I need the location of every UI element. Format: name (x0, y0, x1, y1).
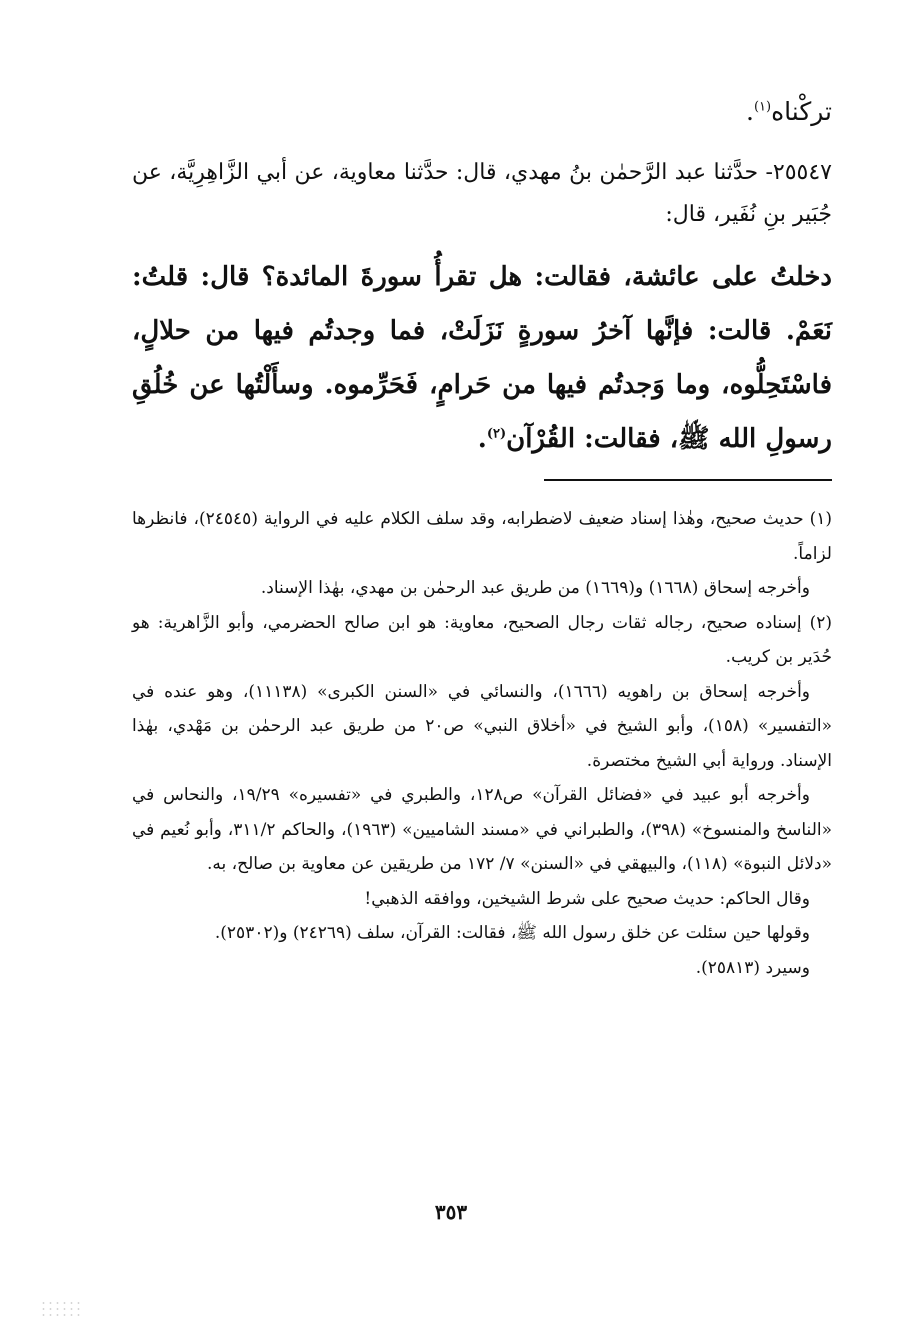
footnote-paragraph: وأخرجه إسحاق بن راهويه (١٦٦٦)، والنسائي في «السنن الكبرى» (١١١٣٨)، وهو عنده في «التفسير» (١٥٨)، وأبو الشيخ في «أخلاق النبي» ص٢٠ من طريق عبد الرحمٰن بن مَهْدي، بهٰذا الإسناد. ورواية أبي الشيخ مختصرة. (132, 681, 833, 771)
footnote-paragraph: وقولها حين سئلت عن خلق رسول الله ﷺ، فقالت: القرآن، سلف (٢٤٢٦٩) و(٢٥٣٠٢). (214, 923, 810, 943)
footnote-paragraph: وقال الحاكم: حديث صحيح على شرط الشيخين، ووافقه الذهبي! (364, 888, 810, 909)
carry-over-end: . (745, 97, 754, 126)
hadith-matn (132, 250, 832, 466)
page-number: ٣٥٣ (434, 1200, 468, 1224)
footnote-ref-1: (١) (753, 99, 772, 115)
carry-over-text (132, 92, 832, 132)
footnote-paragraph: (١) حديث صحيح، وهٰذا إسناد ضعيف لاضطرابه، وقد سلف الكلام عليه في الرواية (٢٤٥٤٥)، فانظرها لزاماً. (132, 509, 833, 564)
scan-speckle (40, 1300, 84, 1320)
footnote-ref-2: (٢) (486, 426, 507, 442)
footnote-paragraph: وأخرجه إسحاق (١٦٦٨) و(١٦٦٩) من طريق عبد الرحمٰن بن مهدي، بهٰذا الإسناد. (260, 578, 810, 598)
footnote-paragraph: (٢) إسناده صحيح، رجاله ثقات رجال الصحيح، معاوية: هو ابن صالح الحضرمي، وأبو الزَّاهرية: هو حُدَير بن كريب. (132, 612, 832, 667)
footnote-separator (544, 479, 832, 481)
carry-over-word: تركْناه (771, 97, 832, 126)
footnote-paragraph: وسيرد (٢٥٨١٣). (695, 957, 810, 978)
hadith-isnad: ٢٥٥٤٧- حدَّثنا عبد الرَّحمٰن بنُ مهدي، قال: حدَّثنا معاوية، عن أبي الزَّاهِرِيَّة، عن جُبَير بنِ نُفَير، قال: (132, 160, 832, 227)
footnotes (132, 502, 832, 985)
hadith-matn-text: دخلتُ على عائشة، فقالت: هل تقرأُ سورةَ المائدة؟ قال: قلتُ: نَعَمْ. قالت: فإنَّها آخرُ سورةٍ نَزَلَتْ، فما وجدتُم فيها من حلالٍ، فاسْتَحِلُّوه، وما وَجدتُم فيها من حَرامٍ، فَحَرِّموه. وسأَلْتُها عن خُلُقِ رسولِ الله ﷺ، فقالت: القُرْآن (132, 262, 832, 454)
hadith-matn-end: . (477, 424, 487, 454)
footnote-paragraph: وأخرجه أبو عبيد في «فضائل القرآن» ص١٢٨، والطبري في «تفسيره» ١٩/٢٩، والنحاس في «الناسخ والمنسوخ» (٣٩٨)، والطبراني في «مسند الشاميين» (١٩٦٣)، والحاكم ٣١١/٢، وأبو نُعيم في «دلائل النبوة» (١١٨)، والبيهقي في «السنن» ٧/ ١٧٢ من طريقين عن معاوية بن صالح، به. (132, 785, 832, 874)
